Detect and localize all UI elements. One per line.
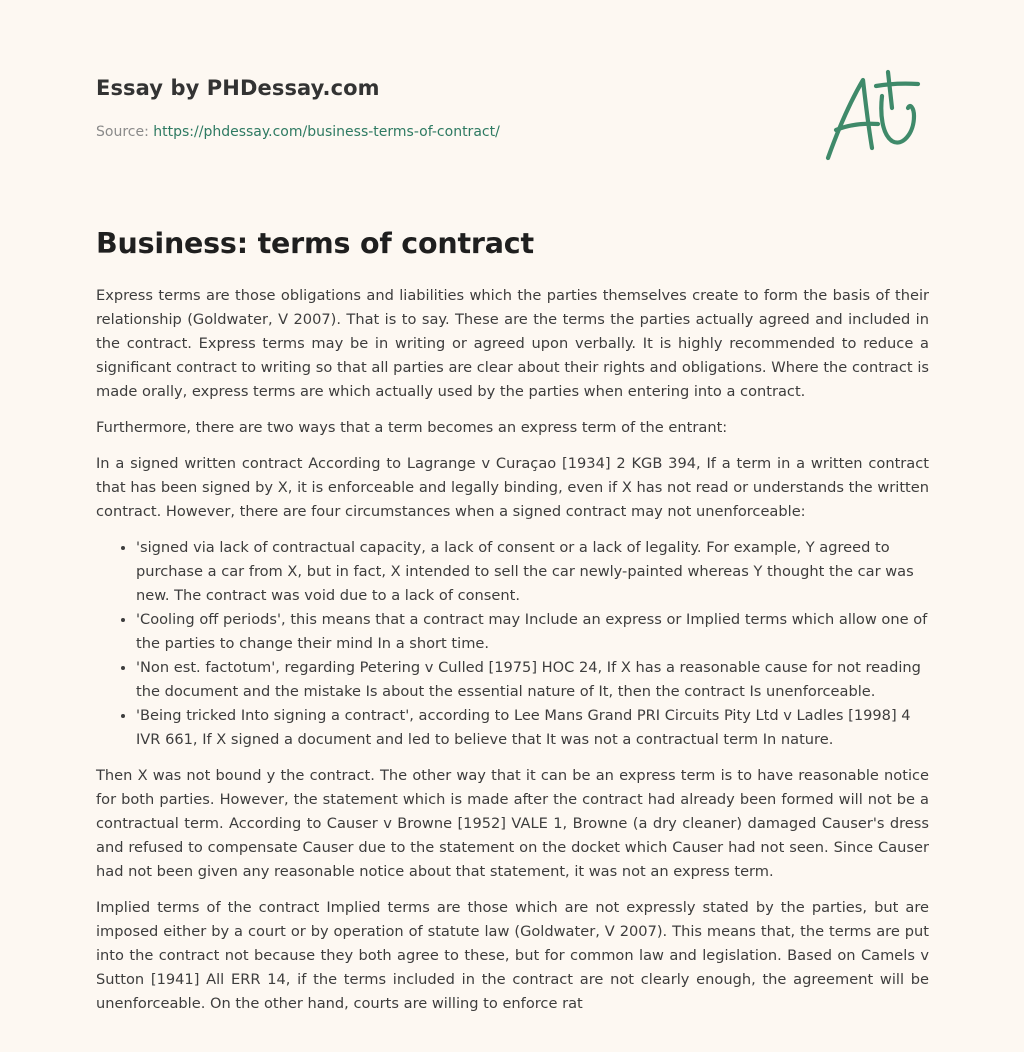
source-link[interactable]: https://phdessay.com/business-terms-of-contract/	[153, 124, 500, 140]
a-plus-logo	[822, 68, 932, 164]
paragraph: In a signed written contract According to Lagrange v Curaçao [1934] 2 KGB 394, If a term in a written contract that has been signed by X, it is enforceable and legally binding, even if X has not read or understands the written contract. However, there are four circumstances when a signed contract may not unenforceable:	[96, 455, 929, 520]
essay-title: Business: terms of contract	[96, 227, 534, 260]
paragraphs-after-list	[96, 764, 929, 1016]
circumstances-list	[96, 536, 929, 752]
paragraph: Then X was not bound y the contract. The other way that it can be an express term is to have reasonable notice for both parties. However, the statement which is made after the contract had already been formed will not be a contractual term. According to Causer v Browne [1952] VALE 1, Browne (a dry cleaner) damaged Causer's dress and refused to compensate Causer due to the statement on the docket which Causer had not seen. Since Causer had not been given any reasonable notice about that statement, it was not an express term.	[96, 767, 929, 880]
list-item: • 'Cooling off periods', this means that a contract may Include an express or Implied terms which allow one of the parties to change their mind In a short time.	[136, 608, 929, 656]
list-item: • 'signed via lack of contractual capacity, a lack of consent or a lack of legality. For example, Y agreed to purchase a car from X, but in fact, X intended to sell the car newly-painted whereas Y thought the car was new. The contract was void due to a lack of consent.	[136, 536, 929, 608]
list-item: • 'Being tricked Into signing a contract', according to Lee Mans Grand PRI Circuits Pity Ltd v Ladles [1998] 4 IVR 661, If X signed a document and led to believe that It was not a contractual term In nature.	[136, 704, 929, 752]
site-title: Essay by PHDessay.com	[96, 76, 380, 100]
paragraph: Express terms are those obligations and liabilities which the parties themselves create to form the basis of their relationship (Goldwater, V 2007). That is to say. These are the terms the parties actually agreed and included in the contract. Express terms may be in writing or agreed upon verbally. It is highly recommended to reduce a significant contract to writing so that all parties are clear about their rights and obligations. Where the contract is made orally, express terms are which actually used by the parties when entering into a contract.	[96, 287, 929, 400]
paragraphs-before-list	[96, 284, 929, 524]
paragraph: Implied terms of the contract Implied terms are those which are not expressly stated by the parties, but are imposed either by a court or by operation of statute law (Goldwater, V 2007). This means that, the terms are put into the contract not because they both agree to these, but for common law and legislation. Based on Camels v Sutton [1941] All ERR 14, if the terms included in the contract are not clearly enough, the agreement will be unenforceable. On the other hand, courts are willing to enforce rat	[96, 899, 929, 1012]
paragraph: Furthermore, there are two ways that a term becomes an express term of the entrant:	[96, 419, 728, 436]
source-line	[96, 124, 500, 140]
list-item: • 'Non est. factotum', regarding Petering v Culled [1975] HOC 24, If X has a reasonable cause for not reading the document and the mistake Is about the essential nature of It, then the contract Is unenforceable.	[136, 656, 929, 704]
source-label: Source:	[96, 124, 154, 140]
essay-body	[96, 284, 929, 1028]
